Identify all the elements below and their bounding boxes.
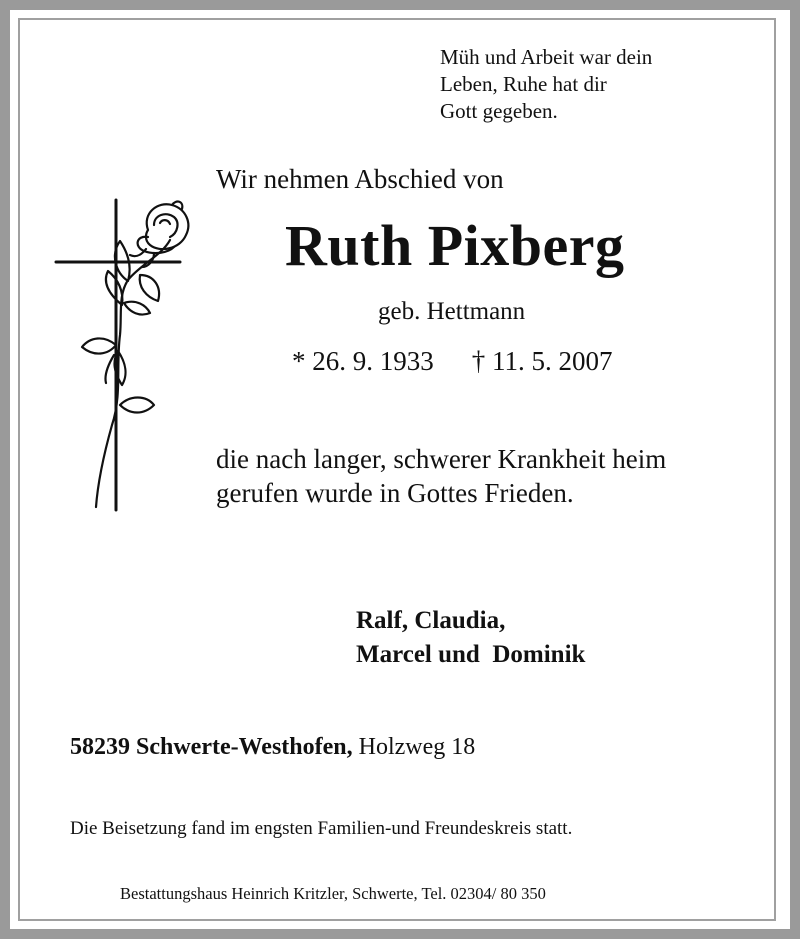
family-address [70,734,475,761]
description-line: die nach langer, schwerer Krankheit heim [216,444,667,474]
deceased-name: Ruth Pixberg [285,213,625,278]
address-place: 58239 Schwerte-Westhofen, [70,734,353,760]
mourners-line: Marcel und Dominik [356,641,586,668]
motto-line: Müh und Arbeit war dein [440,45,653,69]
mourners-line: Ralf, Claudia, [356,607,506,634]
description-line: gerufen wurde in Gottes Frieden. [216,478,574,508]
death-date: † 11. 5. 2007 [471,346,613,376]
birth-date: * 26. 9. 1933 [292,346,434,376]
motto-line: Leben, Ruhe hat dir [440,72,607,96]
maiden-name: geb. Hettmann [378,298,526,325]
description-text [216,442,666,510]
cross-with-rose-icon [50,195,200,515]
mourners-list [356,604,585,672]
life-dates [292,346,613,377]
intro-text: Wir nehmen Abschied von [216,164,504,194]
undertaker-contact: Bestattungshaus Heinrich Kritzler, Schwerte, Tel. 02304/ 80 350 [120,884,546,903]
funeral-note: Die Beisetzung fand im engsten Familien-und Freundeskreis statt. [70,818,573,839]
motto-line: Gott gegeben. [440,99,558,123]
motto-verse [440,44,740,125]
address-street: Holzweg 18 [358,734,476,760]
